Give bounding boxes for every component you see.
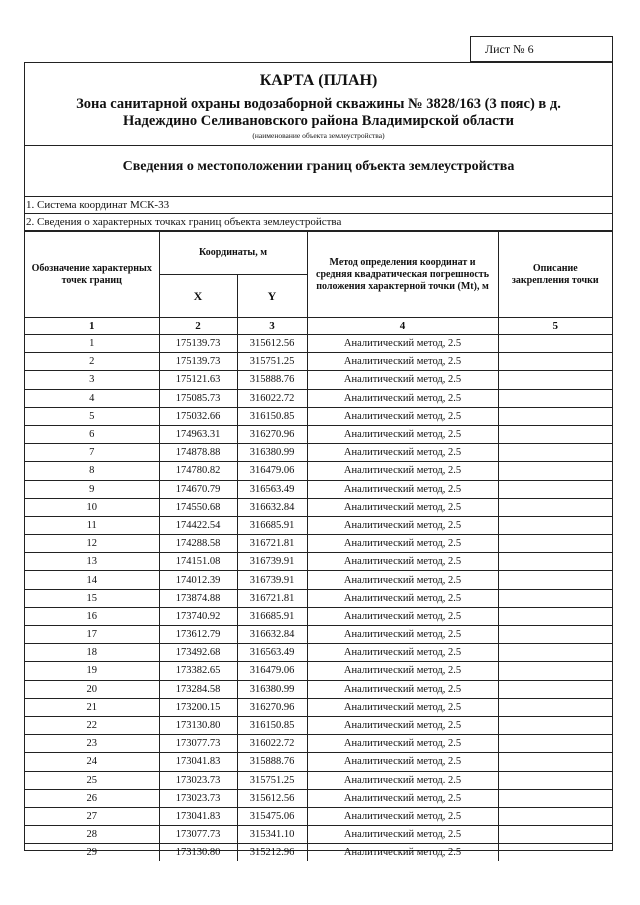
fixing-cell [498,626,612,644]
fixing-cell [498,353,612,371]
point-number-cell: 17 [25,626,159,644]
fixing-cell [498,389,612,407]
point-number-cell: 8 [25,462,159,480]
table-row [25,644,612,662]
fixing-cell [498,571,612,589]
x-coordinate-cell: 174012.39 [159,571,237,589]
method-cell: Аналитический метод, 2.5 [307,425,498,443]
x-coordinate-cell: 173077.73 [159,735,237,753]
y-coordinate-cell: 316270.96 [237,698,307,716]
table-row [25,735,612,753]
y-coordinate-cell: 316739.91 [237,553,307,571]
fixing-cell [498,407,612,425]
y-coordinate-cell: 316721.81 [237,535,307,553]
point-number-cell: 28 [25,826,159,844]
method-cell: Аналитический метод, 2.5 [307,644,498,662]
method-cell: Аналитический метод, 2.5 [307,844,498,862]
method-cell: Аналитический метод, 2.5 [307,371,498,389]
x-coordinate-cell: 174288.58 [159,535,237,553]
document-frame [24,62,613,859]
column-number: 1 [25,318,159,335]
point-number-cell: 2 [25,353,159,371]
x-coordinate-cell: 173023.73 [159,771,237,789]
point-number-cell: 23 [25,735,159,753]
method-cell: Аналитический метод, 2.5 [307,444,498,462]
fixing-cell [498,807,612,825]
points-heading-row: 2. Сведения о характерных точках границ объекта землеустройства [25,214,612,231]
x-coordinate-cell: 174963.31 [159,425,237,443]
point-number-cell: 29 [25,844,159,862]
point-number-cell: 12 [25,535,159,553]
y-coordinate-cell: 315612.56 [237,335,307,353]
header-point: Обозначение характерных точек границ [25,232,159,318]
point-number-cell: 19 [25,662,159,680]
x-coordinate-cell: 173740.92 [159,607,237,625]
x-coordinate-cell: 174422.54 [159,516,237,534]
method-cell: Аналитический метод. 2.5 [307,771,498,789]
table-row [25,626,612,644]
point-number-cell: 27 [25,807,159,825]
y-coordinate-cell: 315612.56 [237,789,307,807]
fixing-cell [498,371,612,389]
y-coordinate-cell: 315888.76 [237,371,307,389]
point-number-cell: 20 [25,680,159,698]
table-row [25,844,612,862]
method-cell: Аналитический метод, 2.5 [307,735,498,753]
method-cell: Аналитический метод, 2.5 [307,607,498,625]
table-row [25,335,612,353]
header-x: X [159,275,237,318]
method-cell: Аналитический метод, 2.5 [307,353,498,371]
y-coordinate-cell: 316721.81 [237,589,307,607]
y-coordinate-cell: 316632.84 [237,498,307,516]
y-coordinate-cell: 316270.96 [237,425,307,443]
table-row [25,389,612,407]
y-coordinate-cell: 315751.25 [237,353,307,371]
fixing-cell [498,826,612,844]
table-row [25,462,612,480]
fixing-cell [498,498,612,516]
title-block [25,63,612,146]
fixing-cell [498,771,612,789]
x-coordinate-cell: 173284.58 [159,680,237,698]
column-number: 4 [307,318,498,335]
column-number: 5 [498,318,612,335]
fixing-cell [498,662,612,680]
fixing-cell [498,607,612,625]
title-note: (наименование объекта землеустройства) [252,131,385,140]
point-number-cell: 4 [25,389,159,407]
method-cell: Аналитический метод, 2.5 [307,662,498,680]
y-coordinate-cell: 316150.85 [237,716,307,734]
x-coordinate-cell: 173130.80 [159,716,237,734]
coord-system-row: 1. Система координат МСК-33 [25,197,612,214]
subtitle-line-1: Зона санитарной охраны водозаборной скважины № 3828/163 (3 пояс) в д. [76,96,561,112]
point-number-cell: 26 [25,789,159,807]
x-coordinate-cell: 173023.73 [159,789,237,807]
x-coordinate-cell: 173492.68 [159,644,237,662]
method-cell: Аналитический метод, 2.5 [307,589,498,607]
point-number-cell: 10 [25,498,159,516]
method-cell: Аналитический метод, 2.5 [307,389,498,407]
table-row [25,353,612,371]
table-row [25,371,612,389]
table-row [25,789,612,807]
x-coordinate-cell: 175121.63 [159,371,237,389]
sheet-number: Лист № 6 [470,36,613,62]
table-row [25,807,612,825]
y-coordinate-cell: 316739.91 [237,571,307,589]
fixing-cell [498,698,612,716]
point-number-cell: 7 [25,444,159,462]
point-number-cell: 16 [25,607,159,625]
x-coordinate-cell: 173041.83 [159,807,237,825]
fixing-cell [498,444,612,462]
table-row [25,425,612,443]
x-coordinate-cell: 173200.15 [159,698,237,716]
point-number-cell: 25 [25,771,159,789]
point-number-cell: 21 [25,698,159,716]
x-coordinate-cell: 173041.83 [159,753,237,771]
point-number-cell: 3 [25,371,159,389]
header-method: Метод определения координат и средняя квадратическая погрешность положения характерной точки (Mt), м [307,232,498,318]
section-title: Сведения о местоположении границ объекта землеустройства [25,146,612,197]
method-cell: Аналитический метод, 2.5 [307,553,498,571]
point-number-cell: 9 [25,480,159,498]
column-number-row [25,318,612,335]
table-row [25,607,612,625]
table-row [25,698,612,716]
table-row [25,480,612,498]
table-row [25,516,612,534]
subtitle-line-2: Надеждино Селивановского района Владимирской области [122,113,515,129]
header-y: Y [237,275,307,318]
y-coordinate-cell: 316479.06 [237,462,307,480]
fixing-cell [498,589,612,607]
y-coordinate-cell: 316380.99 [237,444,307,462]
method-cell: Аналитический метод, 2.5 [307,498,498,516]
table-row [25,444,612,462]
x-coordinate-cell: 175139.73 [159,353,237,371]
y-coordinate-cell: 316563.49 [237,480,307,498]
table-row [25,407,612,425]
point-number-cell: 18 [25,644,159,662]
method-cell: Аналитический метод, 2.5 [307,516,498,534]
fixing-cell [498,516,612,534]
point-number-cell: 11 [25,516,159,534]
y-coordinate-cell: 315341.10 [237,826,307,844]
method-cell: Аналитический метод, 2.5 [307,480,498,498]
method-cell: Аналитический метод, 2.5 [307,626,498,644]
y-coordinate-cell: 316685.91 [237,607,307,625]
method-cell: Аналитический метод, 2.5 [307,462,498,480]
column-number: 3 [237,318,307,335]
fixing-cell [498,335,612,353]
method-cell: Аналитический метод, 2.5 [307,807,498,825]
y-coordinate-cell: 316685.91 [237,516,307,534]
point-number-cell: 1 [25,335,159,353]
y-coordinate-cell: 316632.84 [237,626,307,644]
fixing-cell [498,753,612,771]
y-coordinate-cell: 315212.96 [237,844,307,862]
x-coordinate-cell: 173874.88 [159,589,237,607]
method-cell: Аналитический метод, 2.5 [307,407,498,425]
column-number: 2 [159,318,237,335]
header-fixing: Описание закрепления точки [498,232,612,318]
table-row [25,589,612,607]
y-coordinate-cell: 316380.99 [237,680,307,698]
x-coordinate-cell: 175085.73 [159,389,237,407]
table-row [25,680,612,698]
fixing-cell [498,789,612,807]
point-number-cell: 22 [25,716,159,734]
y-coordinate-cell: 316479.06 [237,662,307,680]
x-coordinate-cell: 173077.73 [159,826,237,844]
x-coordinate-cell: 174550.68 [159,498,237,516]
point-number-cell: 5 [25,407,159,425]
x-coordinate-cell: 173612.79 [159,626,237,644]
x-coordinate-cell: 173130.80 [159,844,237,862]
y-coordinate-cell: 315888.76 [237,753,307,771]
table-row [25,753,612,771]
x-coordinate-cell: 175139.73 [159,335,237,353]
coordinates-table [25,231,612,861]
method-cell: Аналитический метод, 2.5 [307,789,498,807]
method-cell: Аналитический метод, 2.5 [307,680,498,698]
x-coordinate-cell: 174670.79 [159,480,237,498]
method-cell: Аналитический метод, 2.5 [307,826,498,844]
x-coordinate-cell: 174780.82 [159,462,237,480]
table-row [25,716,612,734]
fixing-cell [498,680,612,698]
fixing-cell [498,735,612,753]
method-cell: Аналитический метод, 2.5 [307,535,498,553]
point-number-cell: 24 [25,753,159,771]
method-cell: Аналитический метод, 2.5 [307,716,498,734]
y-coordinate-cell: 316022.72 [237,735,307,753]
fixing-cell [498,844,612,862]
point-number-cell: 15 [25,589,159,607]
table-row [25,771,612,789]
fixing-cell [498,480,612,498]
table-row [25,571,612,589]
point-number-cell: 6 [25,425,159,443]
table-row [25,826,612,844]
method-cell: Аналитический метод, 2.5 [307,571,498,589]
fixing-cell [498,425,612,443]
table-row [25,553,612,571]
y-coordinate-cell: 316022.72 [237,389,307,407]
table-body [25,335,612,862]
method-cell: Аналитический метод, 2.5 [307,753,498,771]
fixing-cell [498,535,612,553]
method-cell: Аналитический метод, 2.5 [307,335,498,353]
page-title: КАРТА (ПЛАН) [259,72,378,89]
table-row [25,535,612,553]
point-number-cell: 14 [25,571,159,589]
table-row [25,662,612,680]
point-number-cell: 13 [25,553,159,571]
y-coordinate-cell: 315475.06 [237,807,307,825]
y-coordinate-cell: 316563.49 [237,644,307,662]
x-coordinate-cell: 175032.66 [159,407,237,425]
fixing-cell [498,716,612,734]
y-coordinate-cell: 316150.85 [237,407,307,425]
table-row [25,498,612,516]
fixing-cell [498,644,612,662]
x-coordinate-cell: 173382.65 [159,662,237,680]
header-coords: Координаты, м [159,232,307,275]
x-coordinate-cell: 174878.88 [159,444,237,462]
y-coordinate-cell: 315751.25 [237,771,307,789]
fixing-cell [498,553,612,571]
x-coordinate-cell: 174151.08 [159,553,237,571]
fixing-cell [498,462,612,480]
method-cell: Аналитический метод, 2.5 [307,698,498,716]
